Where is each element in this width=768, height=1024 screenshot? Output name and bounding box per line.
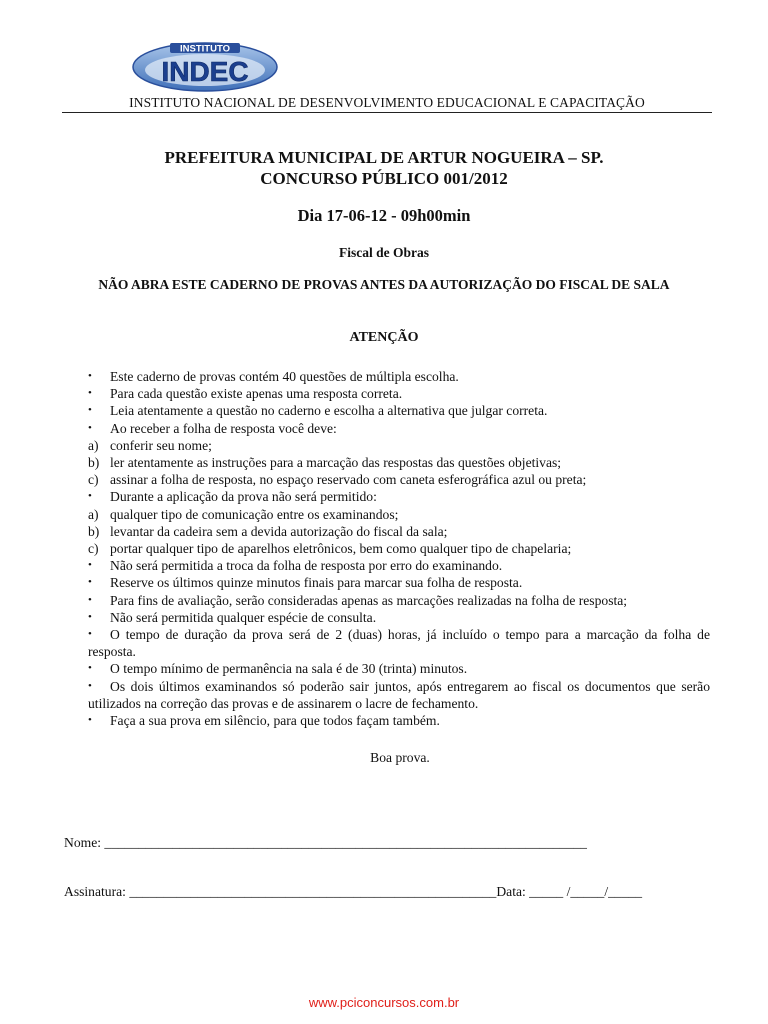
instruction-text: Para cada questão existe apenas uma resposta correta. xyxy=(110,386,403,402)
letter-marker: c) xyxy=(88,541,99,557)
instruction-item xyxy=(88,385,710,402)
bullet-marker: • xyxy=(88,387,92,400)
instruction-subitem xyxy=(88,523,710,540)
instruction-subitem xyxy=(88,540,710,557)
instruction-text: Não será permitida a troca da folha de resposta por erro do examinando. xyxy=(110,558,503,574)
letter-marker: c) xyxy=(88,472,99,488)
closing-message: Boa prova. xyxy=(370,750,430,765)
name-field: Nome: _______________________________________________________________________ xyxy=(64,835,587,850)
instruction-text: Reserve os últimos quinze minutos finais para marcar sua folha de resposta. xyxy=(110,575,523,591)
bullet-marker: • xyxy=(88,714,92,727)
instruction-text: Este caderno de provas contém 40 questões de múltipla escolha. xyxy=(110,369,459,384)
instruction-item xyxy=(88,488,710,505)
instruction-text: Ao receber a folha de resposta você deve: xyxy=(110,420,337,436)
bullet-marker: • xyxy=(88,576,92,589)
instructions-list xyxy=(88,368,710,729)
logo-main-text: INDEC xyxy=(161,56,249,87)
instruction-item xyxy=(88,660,710,677)
letter-marker: b) xyxy=(88,523,100,539)
logo-top-text: INSTITUTO xyxy=(180,43,230,55)
instruction-item xyxy=(88,678,710,712)
instruction-item xyxy=(88,592,710,609)
instruction-text: Para fins de avaliação, serão consideradas apenas as marcações realizadas na folha de resposta; xyxy=(110,592,628,608)
instruction-text: portar qualquer tipo de aparelhos eletrônicos, bem como qualquer tipo de chapelaria; xyxy=(110,541,572,557)
bullet-marker: • xyxy=(88,404,92,417)
indec-logo xyxy=(132,40,278,92)
instruction-text: Não será permitida qualquer espécie de consulta. xyxy=(110,609,377,625)
instruction-item xyxy=(88,420,710,437)
instruction-text: conferir seu nome; xyxy=(110,437,212,453)
instruction-item xyxy=(88,557,710,574)
instruction-text: O tempo mínimo de permanência na sala é de 30 (trinta) minutos. xyxy=(110,661,468,677)
exam-role: Fiscal de Obras xyxy=(339,245,429,260)
footer-url[interactable]: www.pciconcursos.com.br xyxy=(308,995,460,1010)
title-concurso: CONCURSO PÚBLICO 001/2012 xyxy=(260,169,508,188)
attention-heading: ATENÇÃO xyxy=(349,330,419,345)
title-prefeitura: PREFEITURA MUNICIPAL DE ARTUR NOGUEIRA – SP. xyxy=(164,148,604,167)
instruction-subitem xyxy=(88,471,710,488)
letter-marker: a) xyxy=(88,437,99,453)
signature-date-field: Assinatura: ______________________________________________________Data: _____ /_____/_____ xyxy=(64,884,643,899)
bullet-marker: • xyxy=(88,593,92,606)
letter-marker: b) xyxy=(88,455,100,471)
instruction-subitem xyxy=(88,454,710,471)
letter-marker: a) xyxy=(88,506,99,522)
bullet-marker: • xyxy=(88,370,92,382)
institution-name: INSTITUTO NACIONAL DE DESENVOLVIMENTO EDUCACIONAL E CAPACITAÇÃO xyxy=(62,95,712,113)
instruction-text: assinar a folha de resposta, no espaço reservado com caneta esferográfica azul ou preta; xyxy=(110,472,587,488)
bullet-marker: • xyxy=(88,662,92,675)
instruction-text: Faça a sua prova em silêncio, para que todos façam também. xyxy=(110,713,440,729)
instruction-text: Os dois últimos examinandos só poderão sair juntos, após entregarem ao fiscal os documentos que serão utilizados na correção das provas e de assinarem o lacre de fechamento. xyxy=(88,678,710,711)
instruction-item xyxy=(88,402,710,419)
instruction-text: Durante a aplicação da prova não será permitido: xyxy=(110,489,377,505)
warning-notice: NÃO ABRA ESTE CADERNO DE PROVAS ANTES DA AUTORIZAÇÃO DO FISCAL DE SALA xyxy=(98,277,670,292)
instruction-subitem xyxy=(88,506,710,523)
bullet-marker: • xyxy=(88,559,92,572)
indec-logo-graphic xyxy=(132,40,278,92)
bullet-marker: • xyxy=(88,628,92,641)
bullet-marker: • xyxy=(88,490,92,503)
instruction-item xyxy=(88,626,710,660)
instruction-item xyxy=(88,574,710,591)
bullet-marker: • xyxy=(88,421,92,434)
bullet-marker: • xyxy=(88,610,92,623)
instruction-text: ler atentamente as instruções para a marcação das respostas das questões objetivas; xyxy=(110,455,562,471)
instruction-subitem xyxy=(88,437,710,454)
exam-date: Dia 17-06-12 - 09h00min xyxy=(297,206,471,225)
bullet-marker: • xyxy=(88,679,92,692)
instruction-item xyxy=(88,712,710,729)
instruction-item xyxy=(88,368,710,385)
instruction-text: levantar da cadeira sem a devida autorização do fiscal da sala; xyxy=(110,523,448,539)
instruction-text: Leia atentamente a questão no caderno e escolha a alternativa que julgar correta. xyxy=(110,403,548,419)
instruction-text: qualquer tipo de comunicação entre os examinandos; xyxy=(110,506,399,522)
instruction-text: O tempo de duração da prova será de 2 (duas) horas, já incluído o tempo para a marcação da folha de resposta. xyxy=(88,627,710,660)
instruction-item xyxy=(88,609,710,626)
